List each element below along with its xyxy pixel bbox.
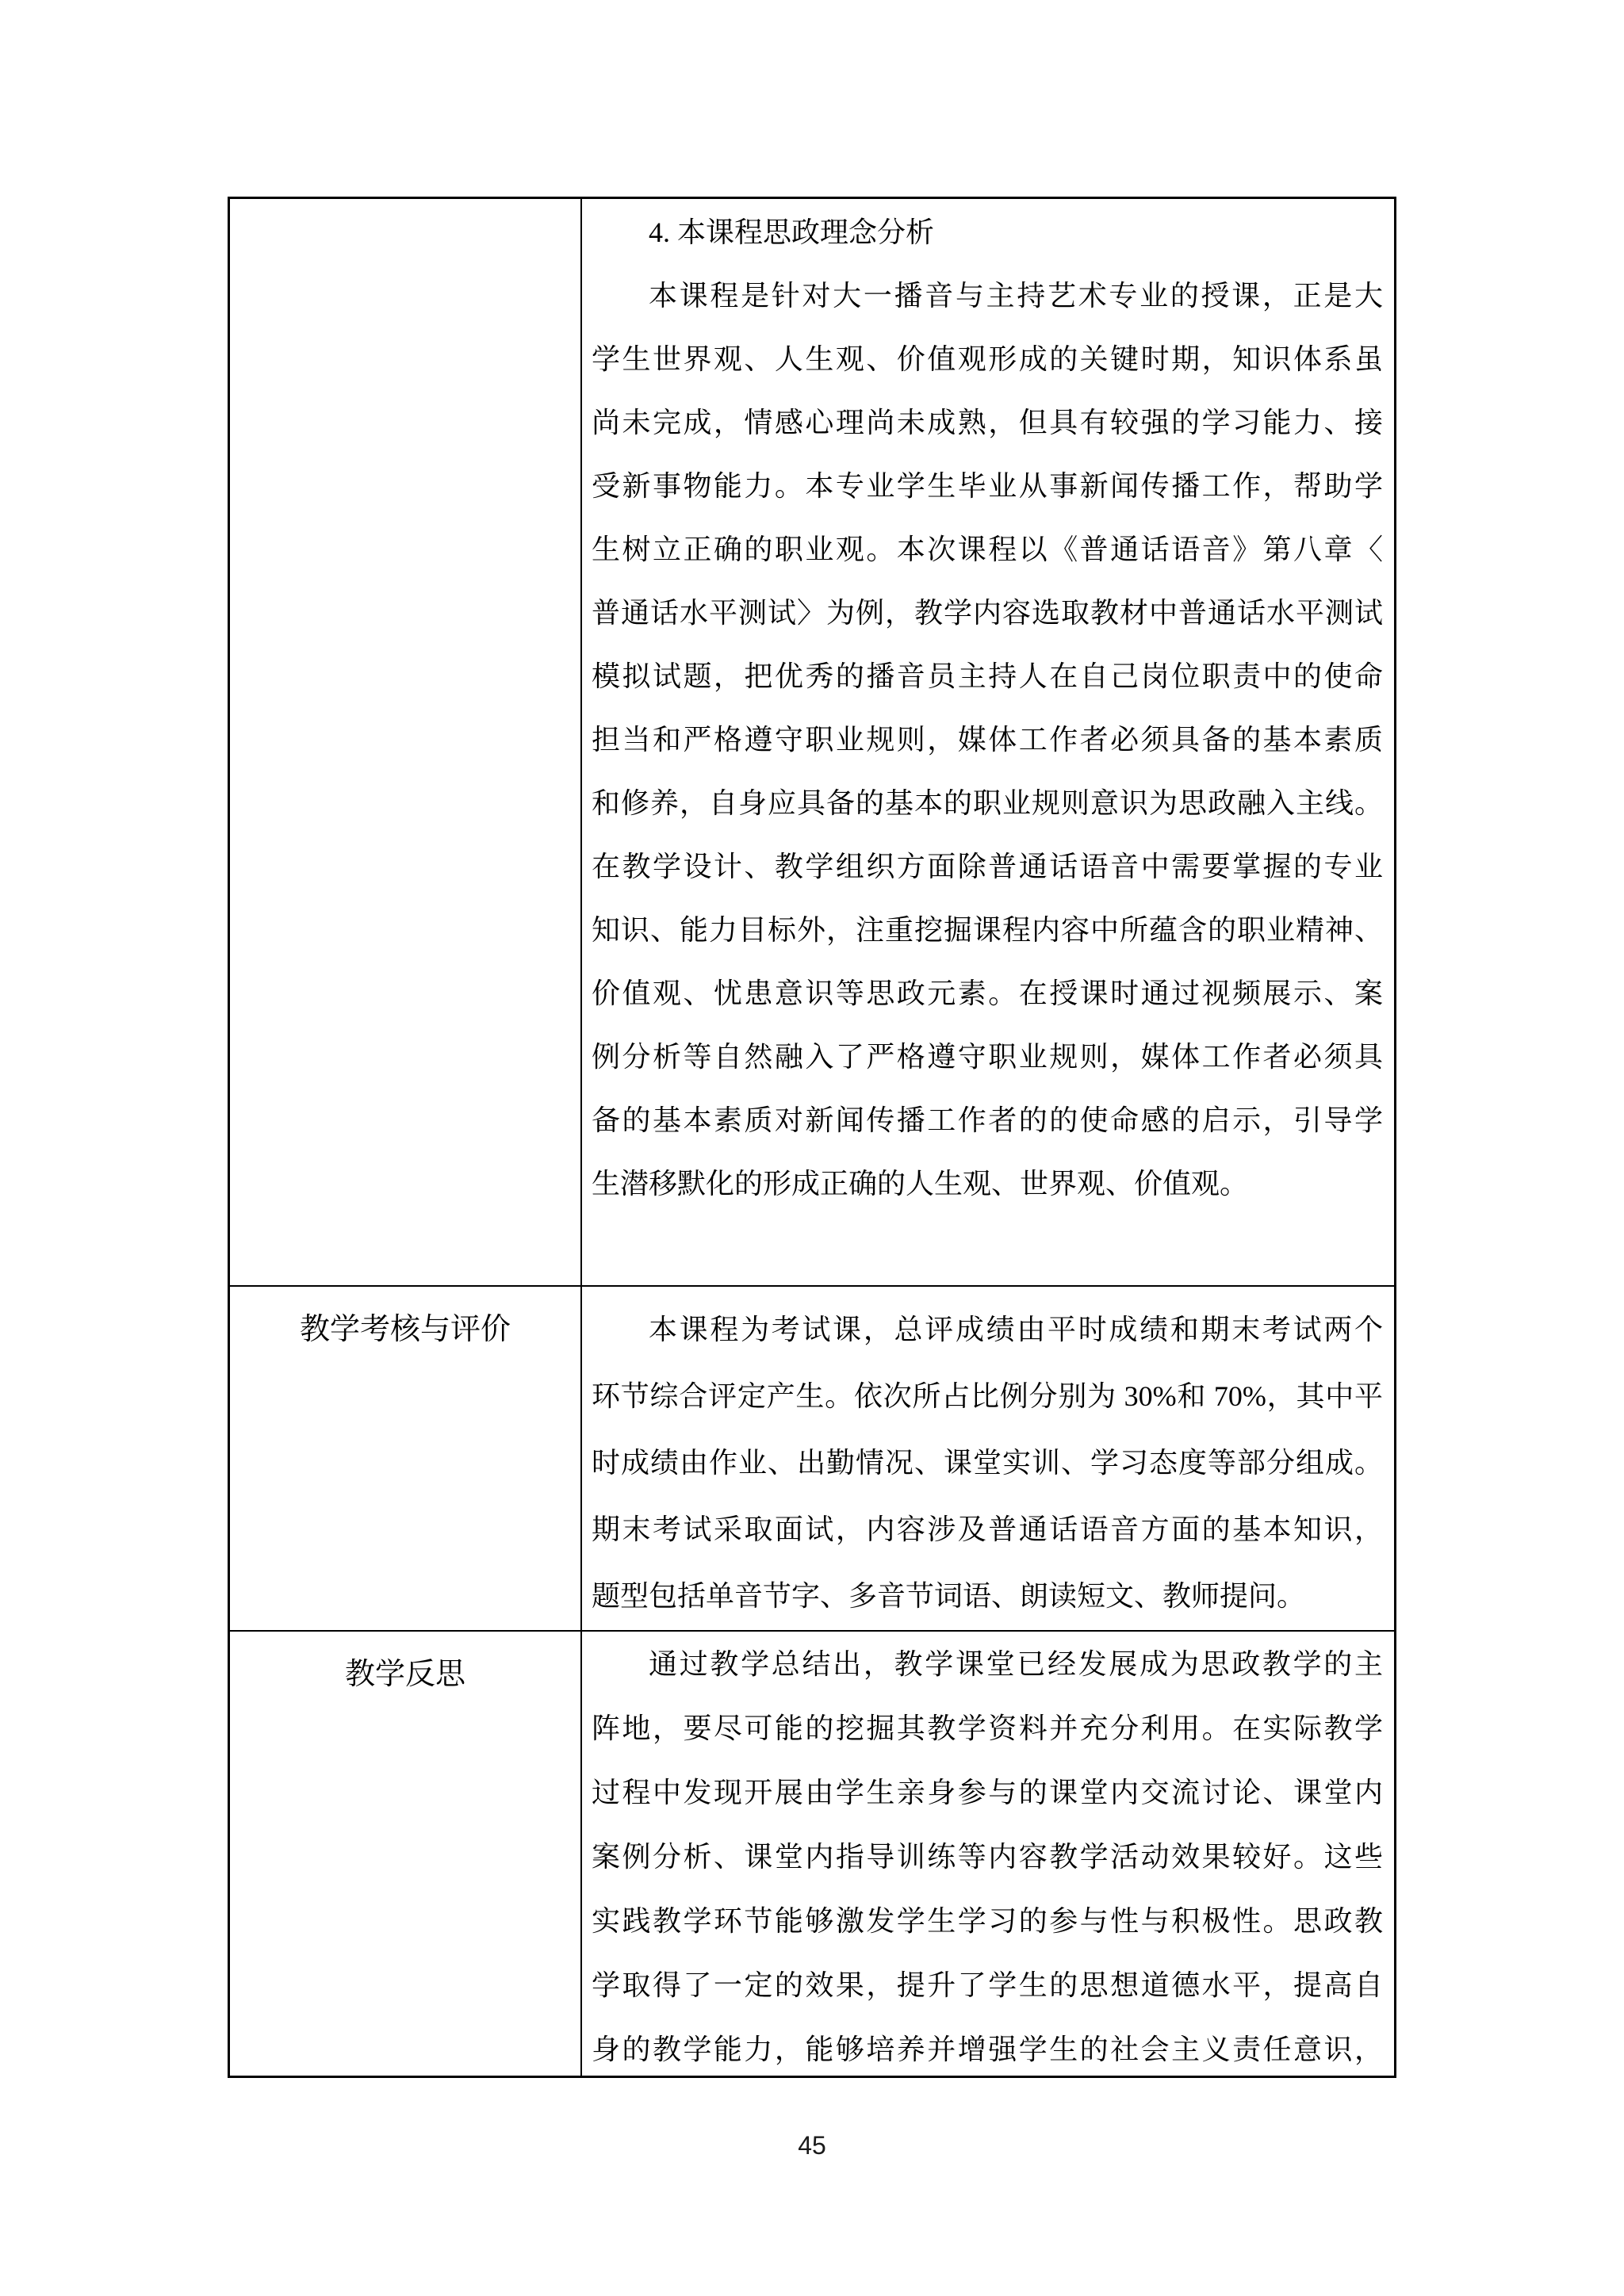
text-line: 题型包括单音节字、多音节词语、朗读短文、教师提问。 — [592, 1580, 1306, 1612]
assessment-label: 教学考核与评价 — [230, 1287, 582, 1630]
text-line: 生潜移默化的形成正确的人生观、世界观、价值观。 — [592, 1168, 1249, 1200]
table-row-reflection — [230, 1632, 1394, 2076]
text-line: 本课程是针对大一播音与主持艺术专业的授课，正是大 — [649, 280, 1383, 312]
text-line: 普通话水平测试〉为例，教学内容选取教材中普通话水平测试 — [592, 597, 1383, 629]
text-line: 学生世界观、人生观、价值观形成的关键时期，知识体系虽 — [592, 343, 1383, 375]
text-line: 知识、能力目标外，注重挖掘课程内容中所蕴含的职业精神、 — [592, 914, 1383, 946]
text-line: 时成绩由作业、出勤情况、课堂实训、学习态度等部分组成。 — [592, 1447, 1383, 1479]
reflection-label: 教学反思 — [230, 1632, 582, 2076]
reflection-content-cell — [582, 1632, 1394, 2076]
text-line: 模拟试题，把优秀的播音员主持人在自己岗位职责中的使命 — [592, 660, 1383, 692]
text-line: 价值观、忧患意识等思政元素。在授课时通过视频展示、案 — [592, 978, 1383, 1009]
text-line: 期末考试采取面试，内容涉及普通话语音方面的基本知识， — [592, 1513, 1383, 1545]
text-line: 担当和严格遵守职业规则，媒体工作者必须具备的基本素质 — [592, 724, 1383, 756]
course-plan-table — [228, 197, 1396, 2078]
text-line: 环节综合评定产生。依次所占比例分别为 30%和 70%，其中平 — [592, 1380, 1383, 1412]
table-row-assessment — [230, 1287, 1394, 1632]
page-number: 45 — [798, 2131, 826, 2160]
empty-label-cell — [230, 199, 582, 1285]
assessment-content-cell — [582, 1287, 1394, 1630]
table-row-ideology-analysis — [230, 199, 1394, 1287]
text-line: 通过教学总结出，教学课堂已经发展成为思政教学的主 — [649, 1648, 1383, 1680]
text-line: 过程中发现开展由学生亲身参与的课堂内交流讨论、课堂内 — [592, 1777, 1383, 1808]
text-line: 案例分析、课堂内指导训练等内容教学活动效果较好。这些 — [592, 1841, 1383, 1873]
text-line: 例分析等自然融入了严格遵守职业规则，媒体工作者必须具 — [592, 1041, 1383, 1073]
text-line: 在教学设计、教学组织方面除普通话语音中需要掌握的专业 — [592, 851, 1383, 882]
text-line: 身的教学能力，能够培养并增强学生的社会主义责任意识， — [592, 2034, 1383, 2065]
text-line: 尚未完成，情感心理尚未成熟，但具有较强的学习能力、接 — [592, 407, 1383, 438]
text-line: 实践教学环节能够激发学生学习的参与性与积极性。思政教 — [592, 1905, 1383, 1937]
text-line: 4. 本课程思政理念分析 — [649, 216, 935, 248]
text-line: 和修养，自身应具备的基本的职业规则意识为思政融入主线。 — [592, 787, 1383, 819]
text-line: 本课程为考试课，总评成绩由平时成绩和期末考试两个 — [649, 1314, 1383, 1345]
text-line: 阵地，要尽可能的挖掘其教学资料并充分利用。在实际教学 — [592, 1712, 1383, 1744]
text-line: 生树立正确的职业观。本次课程以《普通话语音》第八章〈 — [592, 534, 1383, 565]
text-line: 备的基本素质对新闻传播工作者的的使命感的启示，引导学 — [592, 1104, 1383, 1136]
ideology-analysis-content-cell — [582, 199, 1394, 1285]
text-line: 学取得了一定的效果，提升了学生的思想道德水平，提高自 — [592, 1969, 1383, 2001]
text-line: 受新事物能力。本专业学生毕业从事新闻传播工作，帮助学 — [592, 470, 1383, 502]
